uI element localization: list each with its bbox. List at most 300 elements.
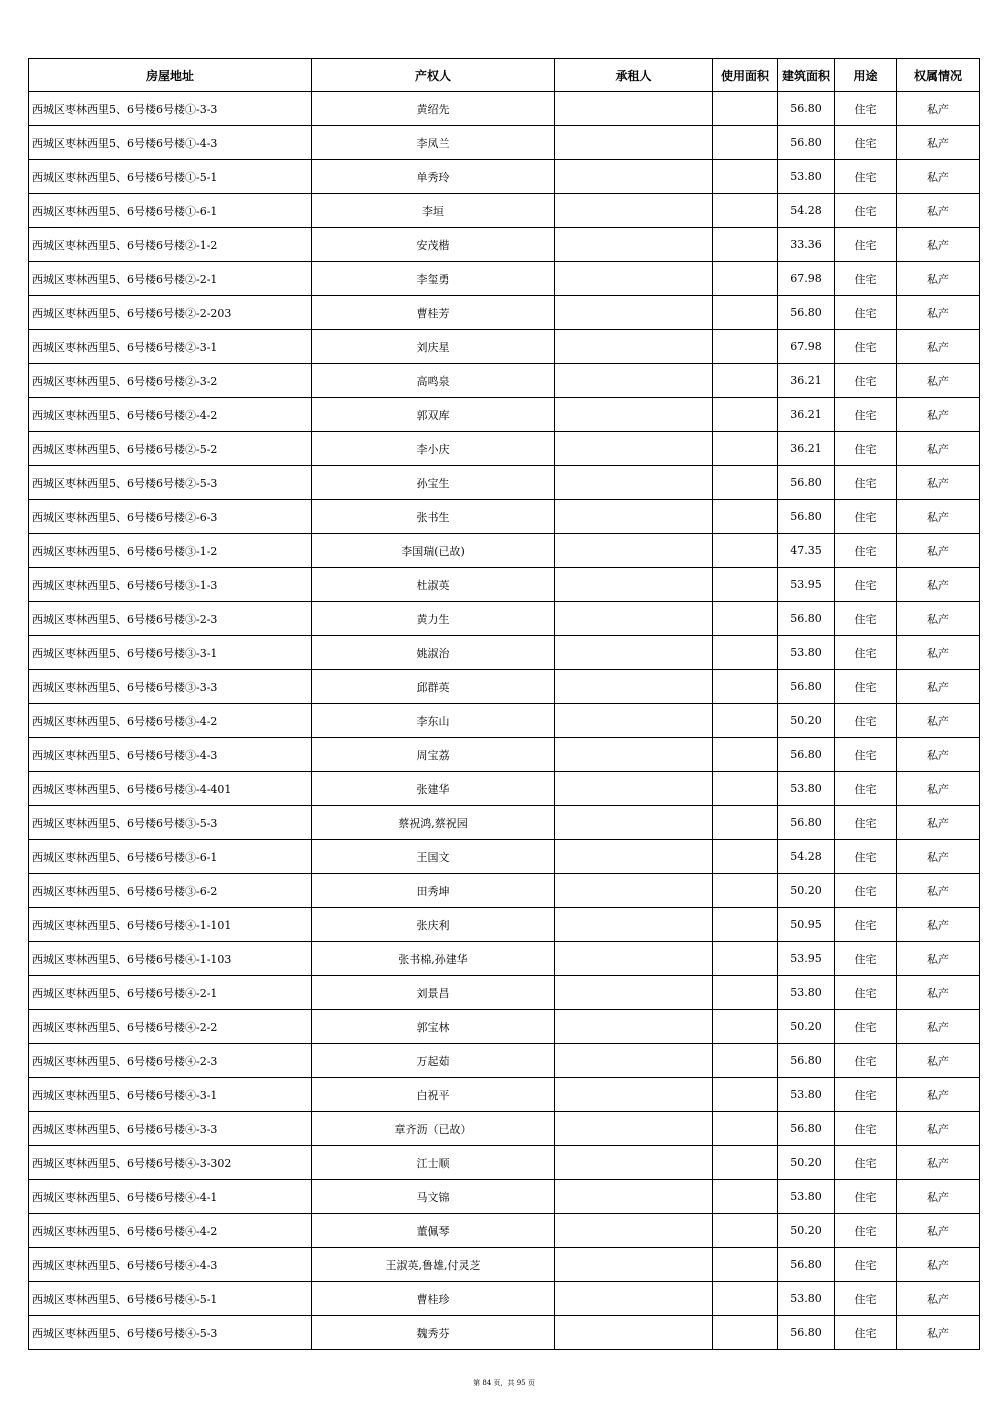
cell-usable-area bbox=[713, 1146, 778, 1180]
cell-usable-area bbox=[713, 1180, 778, 1214]
cell-building-area: 56.80 bbox=[778, 126, 835, 160]
header-tenant: 承租人 bbox=[555, 59, 713, 92]
cell-owner: 邱群英 bbox=[312, 670, 555, 704]
cell-owner: 马文锦 bbox=[312, 1180, 555, 1214]
cell-building-area: 50.20 bbox=[778, 874, 835, 908]
cell-usage: 住宅 bbox=[835, 1214, 897, 1248]
cell-usage: 住宅 bbox=[835, 466, 897, 500]
cell-usage: 住宅 bbox=[835, 1044, 897, 1078]
cell-ownership: 私产 bbox=[897, 228, 980, 262]
cell-address: 西城区枣林西里5、6号楼6号楼③-3-1 bbox=[29, 636, 312, 670]
cell-tenant bbox=[555, 1078, 713, 1112]
cell-address: 西城区枣林西里5、6号楼6号楼②-4-2 bbox=[29, 398, 312, 432]
cell-tenant bbox=[555, 976, 713, 1010]
header-ownership: 权属情况 bbox=[897, 59, 980, 92]
cell-tenant bbox=[555, 908, 713, 942]
table-row bbox=[29, 1248, 980, 1282]
cell-usage: 住宅 bbox=[835, 228, 897, 262]
cell-ownership: 私产 bbox=[897, 330, 980, 364]
cell-usage: 住宅 bbox=[835, 330, 897, 364]
cell-ownership: 私产 bbox=[897, 976, 980, 1010]
cell-building-area: 50.20 bbox=[778, 1214, 835, 1248]
cell-building-area: 56.80 bbox=[778, 602, 835, 636]
cell-usage: 住宅 bbox=[835, 976, 897, 1010]
cell-usage: 住宅 bbox=[835, 534, 897, 568]
cell-usable-area bbox=[713, 1282, 778, 1316]
cell-ownership: 私产 bbox=[897, 1146, 980, 1180]
cell-usage: 住宅 bbox=[835, 806, 897, 840]
cell-address: 西城区枣林西里5、6号楼6号楼②-6-3 bbox=[29, 500, 312, 534]
cell-usage: 住宅 bbox=[835, 1146, 897, 1180]
cell-owner: 董佩琴 bbox=[312, 1214, 555, 1248]
header-building-area: 建筑面积 bbox=[778, 59, 835, 92]
cell-address: 西城区枣林西里5、6号楼6号楼①-4-3 bbox=[29, 126, 312, 160]
header-address: 房屋地址 bbox=[29, 59, 312, 92]
cell-building-area: 56.80 bbox=[778, 1248, 835, 1282]
cell-tenant bbox=[555, 432, 713, 466]
cell-usable-area bbox=[713, 534, 778, 568]
cell-usable-area bbox=[713, 602, 778, 636]
cell-building-area: 50.95 bbox=[778, 908, 835, 942]
cell-owner: 孙宝生 bbox=[312, 466, 555, 500]
cell-owner: 白祝平 bbox=[312, 1078, 555, 1112]
cell-ownership: 私产 bbox=[897, 840, 980, 874]
table-row bbox=[29, 534, 980, 568]
cell-building-area: 53.95 bbox=[778, 568, 835, 602]
cell-building-area: 56.80 bbox=[778, 738, 835, 772]
table-row bbox=[29, 194, 980, 228]
cell-address: 西城区枣林西里5、6号楼6号楼④-4-1 bbox=[29, 1180, 312, 1214]
cell-ownership: 私产 bbox=[897, 364, 980, 398]
cell-tenant bbox=[555, 704, 713, 738]
cell-building-area: 56.80 bbox=[778, 806, 835, 840]
cell-usage: 住宅 bbox=[835, 126, 897, 160]
cell-owner: 郭宝林 bbox=[312, 1010, 555, 1044]
cell-tenant bbox=[555, 1044, 713, 1078]
cell-building-area: 53.80 bbox=[778, 1180, 835, 1214]
cell-owner: 李小庆 bbox=[312, 432, 555, 466]
table-row bbox=[29, 330, 980, 364]
cell-address: 西城区枣林西里5、6号楼6号楼④-5-3 bbox=[29, 1316, 312, 1350]
cell-usage: 住宅 bbox=[835, 160, 897, 194]
table-row bbox=[29, 364, 980, 398]
cell-ownership: 私产 bbox=[897, 602, 980, 636]
cell-usage: 住宅 bbox=[835, 840, 897, 874]
cell-usable-area bbox=[713, 364, 778, 398]
cell-usable-area bbox=[713, 160, 778, 194]
cell-address: 西城区枣林西里5、6号楼6号楼④-3-3 bbox=[29, 1112, 312, 1146]
cell-ownership: 私产 bbox=[897, 1010, 980, 1044]
cell-owner: 李东山 bbox=[312, 704, 555, 738]
cell-address: 西城区枣林西里5、6号楼6号楼④-5-1 bbox=[29, 1282, 312, 1316]
cell-address: 西城区枣林西里5、6号楼6号楼③-3-3 bbox=[29, 670, 312, 704]
cell-usage: 住宅 bbox=[835, 772, 897, 806]
cell-usage: 住宅 bbox=[835, 1112, 897, 1146]
table-row bbox=[29, 704, 980, 738]
table-row bbox=[29, 772, 980, 806]
cell-tenant bbox=[555, 92, 713, 126]
cell-building-area: 33.36 bbox=[778, 228, 835, 262]
cell-tenant bbox=[555, 262, 713, 296]
cell-owner: 魏秀芬 bbox=[312, 1316, 555, 1350]
cell-address: 西城区枣林西里5、6号楼6号楼③-4-2 bbox=[29, 704, 312, 738]
cell-ownership: 私产 bbox=[897, 126, 980, 160]
table-row bbox=[29, 1214, 980, 1248]
cell-owner: 王淑英,鲁雄,付灵芝 bbox=[312, 1248, 555, 1282]
cell-owner: 黄力生 bbox=[312, 602, 555, 636]
cell-owner: 姚淑治 bbox=[312, 636, 555, 670]
cell-tenant bbox=[555, 1146, 713, 1180]
cell-building-area: 53.80 bbox=[778, 636, 835, 670]
cell-building-area: 53.80 bbox=[778, 160, 835, 194]
cell-tenant bbox=[555, 296, 713, 330]
cell-usable-area bbox=[713, 908, 778, 942]
cell-owner: 李国瑞(已故) bbox=[312, 534, 555, 568]
cell-address: 西城区枣林西里5、6号楼6号楼③-6-1 bbox=[29, 840, 312, 874]
cell-owner: 张书生 bbox=[312, 500, 555, 534]
cell-usable-area bbox=[713, 806, 778, 840]
table-row bbox=[29, 1282, 980, 1316]
cell-owner: 黄绍先 bbox=[312, 92, 555, 126]
table-row bbox=[29, 976, 980, 1010]
table-row bbox=[29, 1010, 980, 1044]
cell-building-area: 36.21 bbox=[778, 398, 835, 432]
cell-ownership: 私产 bbox=[897, 1316, 980, 1350]
table-row bbox=[29, 738, 980, 772]
table-row bbox=[29, 1078, 980, 1112]
cell-tenant bbox=[555, 194, 713, 228]
cell-usage: 住宅 bbox=[835, 1010, 897, 1044]
cell-usage: 住宅 bbox=[835, 364, 897, 398]
cell-usable-area bbox=[713, 738, 778, 772]
table-row bbox=[29, 874, 980, 908]
cell-address: 西城区枣林西里5、6号楼6号楼①-6-1 bbox=[29, 194, 312, 228]
cell-usable-area bbox=[713, 262, 778, 296]
cell-owner: 李垣 bbox=[312, 194, 555, 228]
cell-usable-area bbox=[713, 92, 778, 126]
cell-owner: 张庆利 bbox=[312, 908, 555, 942]
cell-building-area: 56.80 bbox=[778, 296, 835, 330]
cell-tenant bbox=[555, 1282, 713, 1316]
cell-ownership: 私产 bbox=[897, 92, 980, 126]
cell-ownership: 私产 bbox=[897, 670, 980, 704]
cell-address: 西城区枣林西里5、6号楼6号楼④-3-302 bbox=[29, 1146, 312, 1180]
cell-usage: 住宅 bbox=[835, 636, 897, 670]
cell-ownership: 私产 bbox=[897, 874, 980, 908]
cell-building-area: 56.80 bbox=[778, 500, 835, 534]
cell-usable-area bbox=[713, 1214, 778, 1248]
table-row bbox=[29, 670, 980, 704]
table-row bbox=[29, 500, 980, 534]
cell-building-area: 50.20 bbox=[778, 704, 835, 738]
cell-tenant bbox=[555, 670, 713, 704]
cell-tenant bbox=[555, 126, 713, 160]
cell-tenant bbox=[555, 738, 713, 772]
cell-usable-area bbox=[713, 500, 778, 534]
cell-usage: 住宅 bbox=[835, 500, 897, 534]
cell-building-area: 47.35 bbox=[778, 534, 835, 568]
cell-owner: 张书棉,孙建华 bbox=[312, 942, 555, 976]
cell-owner: 安茂楷 bbox=[312, 228, 555, 262]
cell-usable-area bbox=[713, 772, 778, 806]
cell-ownership: 私产 bbox=[897, 806, 980, 840]
cell-usable-area bbox=[713, 976, 778, 1010]
cell-usage: 住宅 bbox=[835, 432, 897, 466]
cell-ownership: 私产 bbox=[897, 1112, 980, 1146]
cell-building-area: 56.80 bbox=[778, 670, 835, 704]
cell-ownership: 私产 bbox=[897, 1214, 980, 1248]
table-row bbox=[29, 126, 980, 160]
cell-building-area: 67.98 bbox=[778, 330, 835, 364]
table-row bbox=[29, 1112, 980, 1146]
header-row bbox=[29, 59, 980, 92]
cell-ownership: 私产 bbox=[897, 738, 980, 772]
cell-address: 西城区枣林西里5、6号楼6号楼②-2-203 bbox=[29, 296, 312, 330]
cell-address: 西城区枣林西里5、6号楼6号楼③-4-401 bbox=[29, 772, 312, 806]
cell-tenant bbox=[555, 466, 713, 500]
cell-ownership: 私产 bbox=[897, 296, 980, 330]
cell-owner: 张建华 bbox=[312, 772, 555, 806]
cell-usable-area bbox=[713, 466, 778, 500]
table-row bbox=[29, 296, 980, 330]
cell-address: 西城区枣林西里5、6号楼6号楼④-2-1 bbox=[29, 976, 312, 1010]
cell-usable-area bbox=[713, 840, 778, 874]
cell-tenant bbox=[555, 398, 713, 432]
cell-ownership: 私产 bbox=[897, 1044, 980, 1078]
cell-address: 西城区枣林西里5、6号楼6号楼④-1-101 bbox=[29, 908, 312, 942]
cell-address: 西城区枣林西里5、6号楼6号楼②-5-3 bbox=[29, 466, 312, 500]
table-row bbox=[29, 942, 980, 976]
table-row bbox=[29, 568, 980, 602]
cell-ownership: 私产 bbox=[897, 534, 980, 568]
cell-usage: 住宅 bbox=[835, 908, 897, 942]
cell-usage: 住宅 bbox=[835, 1248, 897, 1282]
table-row bbox=[29, 92, 980, 126]
cell-tenant bbox=[555, 772, 713, 806]
cell-address: 西城区枣林西里5、6号楼6号楼②-5-2 bbox=[29, 432, 312, 466]
cell-building-area: 53.80 bbox=[778, 1282, 835, 1316]
table-row bbox=[29, 1180, 980, 1214]
cell-building-area: 56.80 bbox=[778, 92, 835, 126]
cell-ownership: 私产 bbox=[897, 500, 980, 534]
cell-usable-area bbox=[713, 194, 778, 228]
table-row bbox=[29, 432, 980, 466]
cell-ownership: 私产 bbox=[897, 432, 980, 466]
cell-building-area: 53.80 bbox=[778, 772, 835, 806]
cell-address: 西城区枣林西里5、6号楼6号楼③-1-2 bbox=[29, 534, 312, 568]
cell-owner: 李凤兰 bbox=[312, 126, 555, 160]
cell-tenant bbox=[555, 840, 713, 874]
cell-owner: 章齐沥（已故） bbox=[312, 1112, 555, 1146]
cell-owner: 单秀玲 bbox=[312, 160, 555, 194]
cell-ownership: 私产 bbox=[897, 262, 980, 296]
cell-tenant bbox=[555, 364, 713, 398]
cell-owner: 蔡祝鸿,蔡祝园 bbox=[312, 806, 555, 840]
cell-tenant bbox=[555, 1010, 713, 1044]
cell-usable-area bbox=[713, 296, 778, 330]
cell-building-area: 56.80 bbox=[778, 1112, 835, 1146]
cell-usage: 住宅 bbox=[835, 738, 897, 772]
table-row bbox=[29, 398, 980, 432]
cell-usable-area bbox=[713, 1112, 778, 1146]
header-usage: 用途 bbox=[835, 59, 897, 92]
cell-usage: 住宅 bbox=[835, 262, 897, 296]
cell-building-area: 50.20 bbox=[778, 1146, 835, 1180]
cell-building-area: 56.80 bbox=[778, 1044, 835, 1078]
cell-owner: 曹桂珍 bbox=[312, 1282, 555, 1316]
cell-address: 西城区枣林西里5、6号楼6号楼③-2-3 bbox=[29, 602, 312, 636]
cell-usable-area bbox=[713, 568, 778, 602]
cell-address: 西城区枣林西里5、6号楼6号楼④-2-2 bbox=[29, 1010, 312, 1044]
cell-tenant bbox=[555, 1180, 713, 1214]
cell-usable-area bbox=[713, 942, 778, 976]
cell-building-area: 53.80 bbox=[778, 976, 835, 1010]
cell-usage: 住宅 bbox=[835, 1180, 897, 1214]
table-row bbox=[29, 1316, 980, 1350]
cell-address: 西城区枣林西里5、6号楼6号楼③-1-3 bbox=[29, 568, 312, 602]
cell-address: 西城区枣林西里5、6号楼6号楼②-3-2 bbox=[29, 364, 312, 398]
cell-ownership: 私产 bbox=[897, 398, 980, 432]
cell-address: 西城区枣林西里5、6号楼6号楼④-3-1 bbox=[29, 1078, 312, 1112]
cell-ownership: 私产 bbox=[897, 704, 980, 738]
cell-usable-area bbox=[713, 1010, 778, 1044]
cell-address: 西城区枣林西里5、6号楼6号楼④-2-3 bbox=[29, 1044, 312, 1078]
table-row bbox=[29, 228, 980, 262]
cell-usage: 住宅 bbox=[835, 1078, 897, 1112]
cell-usage: 住宅 bbox=[835, 670, 897, 704]
table-row bbox=[29, 466, 980, 500]
cell-owner: 杜淑英 bbox=[312, 568, 555, 602]
cell-address: 西城区枣林西里5、6号楼6号楼③-6-2 bbox=[29, 874, 312, 908]
cell-owner: 周宝荔 bbox=[312, 738, 555, 772]
cell-ownership: 私产 bbox=[897, 1248, 980, 1282]
cell-address: 西城区枣林西里5、6号楼6号楼④-1-103 bbox=[29, 942, 312, 976]
cell-ownership: 私产 bbox=[897, 636, 980, 670]
cell-ownership: 私产 bbox=[897, 908, 980, 942]
cell-tenant bbox=[555, 942, 713, 976]
cell-building-area: 50.20 bbox=[778, 1010, 835, 1044]
cell-ownership: 私产 bbox=[897, 772, 980, 806]
cell-building-area: 36.21 bbox=[778, 432, 835, 466]
cell-usable-area bbox=[713, 670, 778, 704]
header-owner: 产权人 bbox=[312, 59, 555, 92]
cell-tenant bbox=[555, 534, 713, 568]
table-row bbox=[29, 602, 980, 636]
header-usable-area: 使用面积 bbox=[713, 59, 778, 92]
cell-address: 西城区枣林西里5、6号楼6号楼①-3-3 bbox=[29, 92, 312, 126]
cell-usable-area bbox=[713, 330, 778, 364]
cell-usage: 住宅 bbox=[835, 942, 897, 976]
cell-building-area: 53.95 bbox=[778, 942, 835, 976]
cell-building-area: 54.28 bbox=[778, 194, 835, 228]
cell-owner: 曹桂芳 bbox=[312, 296, 555, 330]
table-row bbox=[29, 806, 980, 840]
cell-tenant bbox=[555, 602, 713, 636]
cell-address: 西城区枣林西里5、6号楼6号楼③-4-3 bbox=[29, 738, 312, 772]
cell-usable-area bbox=[713, 398, 778, 432]
cell-tenant bbox=[555, 1248, 713, 1282]
cell-usage: 住宅 bbox=[835, 1316, 897, 1350]
cell-ownership: 私产 bbox=[897, 194, 980, 228]
cell-usable-area bbox=[713, 1044, 778, 1078]
cell-usage: 住宅 bbox=[835, 704, 897, 738]
cell-usable-area bbox=[713, 1078, 778, 1112]
cell-ownership: 私产 bbox=[897, 1282, 980, 1316]
cell-building-area: 67.98 bbox=[778, 262, 835, 296]
cell-address: 西城区枣林西里5、6号楼6号楼④-4-3 bbox=[29, 1248, 312, 1282]
cell-owner: 郭双库 bbox=[312, 398, 555, 432]
table-row bbox=[29, 262, 980, 296]
cell-usage: 住宅 bbox=[835, 296, 897, 330]
cell-ownership: 私产 bbox=[897, 160, 980, 194]
table-row bbox=[29, 840, 980, 874]
cell-ownership: 私产 bbox=[897, 466, 980, 500]
cell-tenant bbox=[555, 228, 713, 262]
cell-building-area: 56.80 bbox=[778, 466, 835, 500]
cell-tenant bbox=[555, 874, 713, 908]
cell-usable-area bbox=[713, 704, 778, 738]
cell-ownership: 私产 bbox=[897, 942, 980, 976]
cell-usable-area bbox=[713, 126, 778, 160]
cell-usage: 住宅 bbox=[835, 398, 897, 432]
cell-address: 西城区枣林西里5、6号楼6号楼②-1-2 bbox=[29, 228, 312, 262]
cell-tenant bbox=[555, 636, 713, 670]
cell-owner: 王国文 bbox=[312, 840, 555, 874]
cell-usable-area bbox=[713, 874, 778, 908]
table-row bbox=[29, 636, 980, 670]
cell-usable-area bbox=[713, 432, 778, 466]
cell-owner: 万起茹 bbox=[312, 1044, 555, 1078]
cell-address: 西城区枣林西里5、6号楼6号楼①-5-1 bbox=[29, 160, 312, 194]
cell-owner: 刘庆星 bbox=[312, 330, 555, 364]
cell-usage: 住宅 bbox=[835, 92, 897, 126]
cell-tenant bbox=[555, 806, 713, 840]
cell-owner: 田秀坤 bbox=[312, 874, 555, 908]
cell-building-area: 53.80 bbox=[778, 1078, 835, 1112]
cell-address: 西城区枣林西里5、6号楼6号楼④-4-2 bbox=[29, 1214, 312, 1248]
table-row bbox=[29, 908, 980, 942]
cell-ownership: 私产 bbox=[897, 568, 980, 602]
table-row bbox=[29, 1146, 980, 1180]
cell-tenant bbox=[555, 500, 713, 534]
cell-usage: 住宅 bbox=[835, 874, 897, 908]
cell-tenant bbox=[555, 160, 713, 194]
cell-owner: 刘景昌 bbox=[312, 976, 555, 1010]
cell-usage: 住宅 bbox=[835, 602, 897, 636]
cell-ownership: 私产 bbox=[897, 1180, 980, 1214]
cell-usable-area bbox=[713, 636, 778, 670]
page-number: 第 84 页，共 95 页 bbox=[473, 1379, 535, 1387]
cell-address: 西城区枣林西里5、6号楼6号楼②-2-1 bbox=[29, 262, 312, 296]
cell-usable-area bbox=[713, 1248, 778, 1282]
cell-tenant bbox=[555, 568, 713, 602]
cell-tenant bbox=[555, 1316, 713, 1350]
cell-tenant bbox=[555, 330, 713, 364]
cell-usable-area bbox=[713, 228, 778, 262]
cell-building-area: 56.80 bbox=[778, 1316, 835, 1350]
cell-owner: 李玺勇 bbox=[312, 262, 555, 296]
cell-address: 西城区枣林西里5、6号楼6号楼③-5-3 bbox=[29, 806, 312, 840]
cell-building-area: 36.21 bbox=[778, 364, 835, 398]
table-row bbox=[29, 1044, 980, 1078]
cell-ownership: 私产 bbox=[897, 1078, 980, 1112]
cell-owner: 江士顺 bbox=[312, 1146, 555, 1180]
cell-address: 西城区枣林西里5、6号楼6号楼②-3-1 bbox=[29, 330, 312, 364]
cell-building-area: 54.28 bbox=[778, 840, 835, 874]
cell-usage: 住宅 bbox=[835, 1282, 897, 1316]
cell-usage: 住宅 bbox=[835, 194, 897, 228]
cell-usage: 住宅 bbox=[835, 568, 897, 602]
